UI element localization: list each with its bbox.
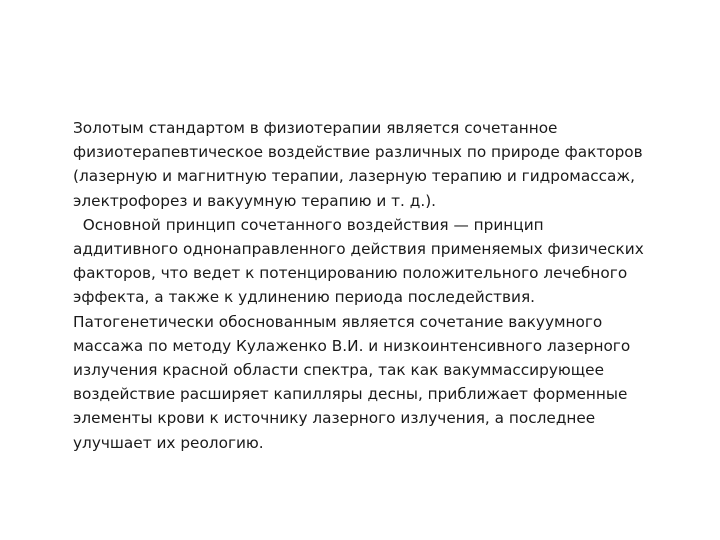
text-line: аддитивного однонаправленного действия применяемых физических [73,240,644,259]
text-line: эффекта, а также к удлинению периода последействия. [73,288,536,307]
text-line: воздействие расширяет капилляры десны, приближает форменные [73,385,628,404]
text-line: Основной принцип сочетанного воздействия — принцип [73,215,544,234]
text-line: факторов, что ведет к потенцированию положительного лечебного [73,264,628,283]
text-line: (лазерную и магнитную терапии, лазерную терапию и гидромассаж, [73,167,636,186]
text-line: элементы крови к источнику лазерного излучения, а последнее [73,409,596,428]
text-line: улучшает их реологию. [73,433,264,452]
text-line: физиотерапевтическое воздействие различных по природе факторов [73,143,643,162]
slide-body-text [73,116,713,455]
text-line: излучения красной области спектра, так как вакуммассирующее [73,361,604,380]
text-line: электрофорез и вакуумную терапию и т. д.). [73,191,437,210]
text-line: массажа по методу Кулаженко В.И. и низкоинтенсивного лазерного [73,336,631,355]
text-line: Золотым стандартом в физиотерапии является сочетанное [73,119,558,137]
text-line: Патогенетически обоснованным является сочетание вакуумного [73,312,603,331]
